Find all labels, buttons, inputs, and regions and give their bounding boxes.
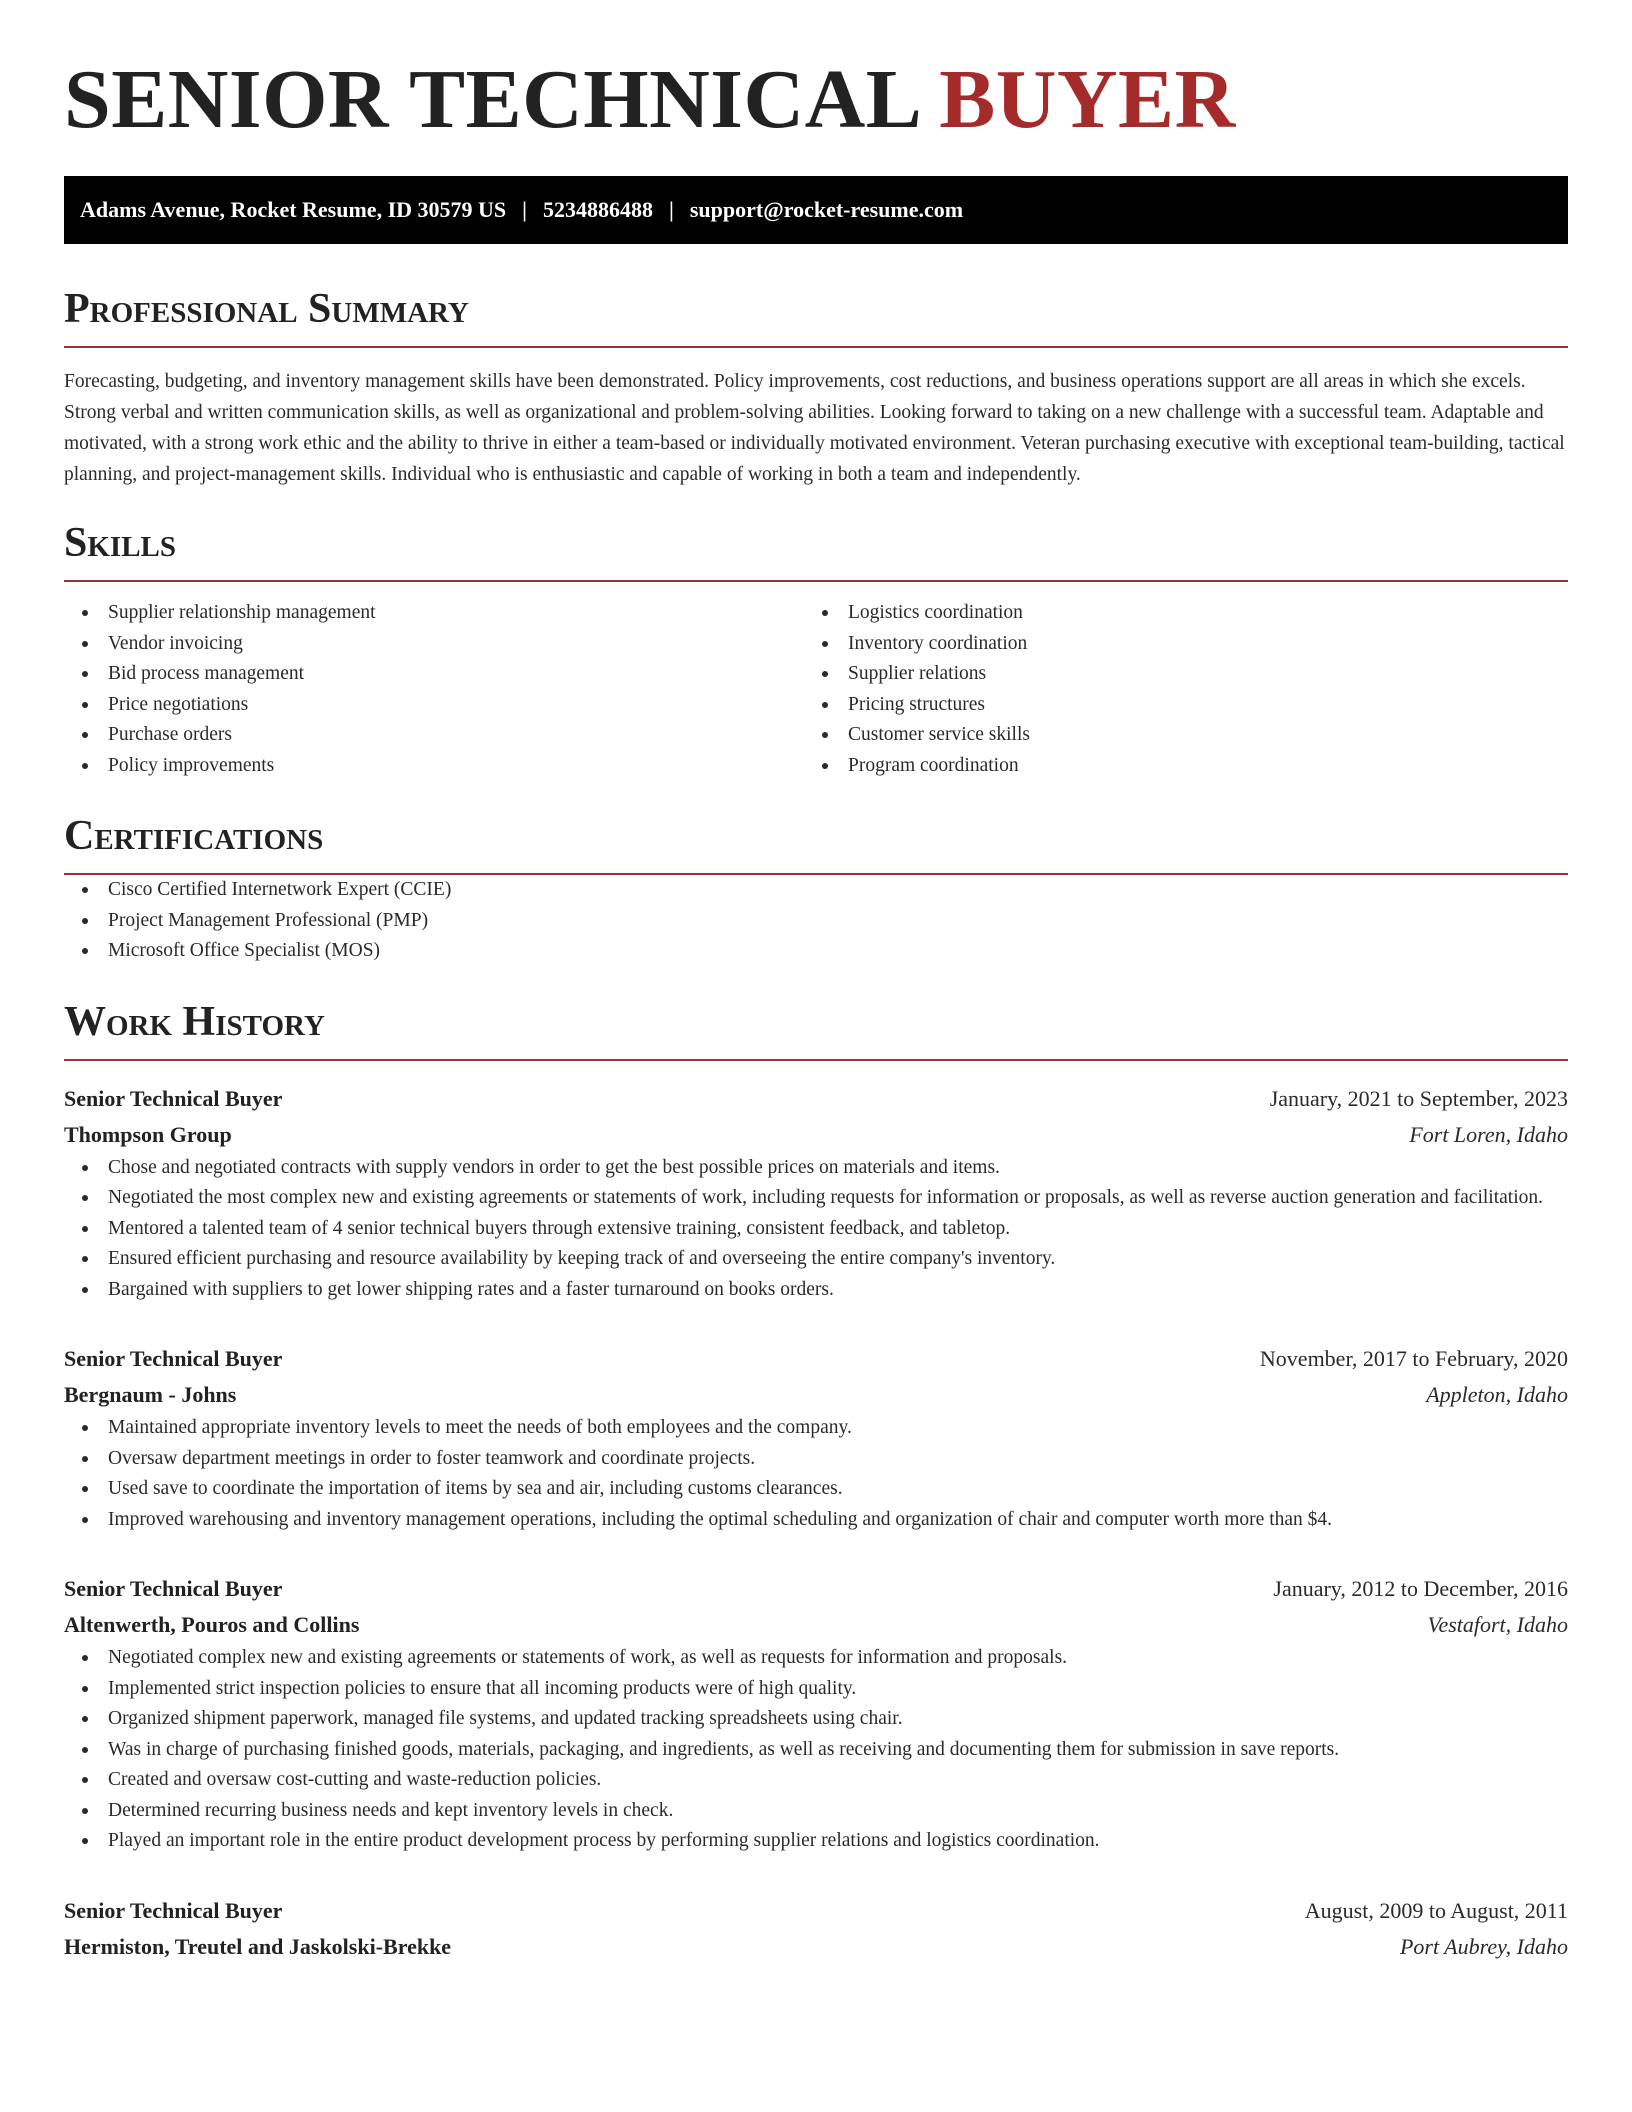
job-dates: November, 2017 to February, 2020	[1259, 1346, 1568, 1371]
job-location: Appleton, Idaho	[1426, 1382, 1568, 1407]
skill-item: Pricing structures	[804, 690, 1544, 721]
job-title: Senior Technical Buyer	[64, 1576, 283, 1601]
job-bullet: Used save to coordinate the importation of items by sea and air, including customs clearances.	[64, 1474, 1568, 1505]
summary-text: Forecasting, budgeting, and inventory management skills have been demonstrated. Policy improvements, cost reductions, and business operations support are all areas in which she excels. Strong verbal and written communication skills, as well as organizational and problem-solving abilities. Looking forward to taking on a new challenge with a successful team. Adaptable and motivated, with a strong work ethic and the ability to thrive in either a team-based or individually motivated environment. Veteran purchasing executive with exceptional team-building, tactical planning, and project-management skills. Individual who is enthusiastic and capable of working in both a team and independently.	[64, 371, 1565, 485]
skills-column-left	[64, 598, 804, 781]
job-bullet: Created and oversaw cost-cutting and waste-reduction policies.	[64, 1765, 1568, 1796]
skills-list-left	[64, 598, 804, 781]
skill-item: Logistics coordination	[804, 598, 1544, 629]
job-entry	[64, 1893, 1568, 1965]
certification-item: Cisco Certified Internetwork Expert (CCIE)	[64, 875, 1568, 906]
contact-email: support@rocket-resume.com	[689, 197, 964, 222]
job-bullet: Negotiated complex new and existing agreements or statements of work, as well as requests for information and proposals.	[64, 1643, 1568, 1674]
skill-item: Supplier relationship management	[64, 598, 804, 629]
job-company: Bergnaum - Johns	[64, 1382, 237, 1407]
skill-item: Purchase orders	[64, 720, 804, 751]
certification-item: Microsoft Office Specialist (MOS)	[64, 936, 1568, 967]
skill-item: Price negotiations	[64, 690, 804, 721]
job-location: Port Aubrey, Idaho	[1399, 1933, 1568, 1959]
section-title-work-history: Work History	[64, 1001, 1568, 1061]
contact-bar	[64, 176, 1568, 244]
job-bullet: Improved warehousing and inventory management operations, including the optimal scheduling and organization of chair and computer worth more than $4.	[64, 1505, 1568, 1536]
name-accent: BUYER	[939, 53, 1236, 146]
job-bullet: Ensured efficient purchasing and resource availability by keeping track of and overseeing the entire company's inventory.	[64, 1244, 1568, 1275]
job-location: Fort Loren, Idaho	[1409, 1121, 1568, 1147]
job-bullets	[64, 1153, 1568, 1306]
contact-phone: 5234886488	[543, 197, 654, 222]
contact-separator: |	[669, 197, 674, 222]
job-header-row	[64, 1893, 1568, 1929]
job-dates: August, 2009 to August, 2011	[1304, 1897, 1568, 1923]
certifications-list	[64, 875, 1568, 967]
skill-item: Customer service skills	[804, 720, 1544, 751]
skills-grid	[64, 598, 1568, 781]
job-bullet: Mentored a talented team of 4 senior technical buyers through extensive training, consistent feedback, and tabletop.	[64, 1214, 1568, 1245]
job-bullet: Maintained appropriate inventory levels to meet the needs of both employees and the company.	[64, 1413, 1568, 1444]
skill-item: Bid process management	[64, 659, 804, 690]
contact-address: Adams Avenue, Rocket Resume, ID 30579 US	[80, 197, 507, 222]
job-company: Thompson Group	[64, 1121, 232, 1147]
job-bullet: Negotiated the most complex new and existing agreements or statements of work, including requests for information or proposals, as well as reverse auction generation and facilitation.	[64, 1183, 1568, 1214]
job-dates: January, 2012 to December, 2016	[1273, 1576, 1568, 1601]
job-bullet: Chose and negotiated contracts with supply vendors in order to get the best possible prices on materials and items.	[64, 1153, 1568, 1184]
job-entry	[64, 1571, 1568, 1857]
job-company-row	[64, 1117, 1568, 1153]
skills-column-right	[804, 598, 1544, 781]
job-dates: January, 2021 to September, 2023	[1269, 1085, 1568, 1111]
job-company: Hermiston, Treutel and Jaskolski-Brekke	[64, 1933, 452, 1959]
job-bullet: Bargained with suppliers to get lower shipping rates and a faster turnaround on books orders.	[64, 1275, 1568, 1306]
job-company: Altenwerth, Pouros and Collins	[64, 1612, 360, 1637]
name-primary: SENIOR TECHNICAL	[64, 53, 918, 146]
contact-separator: |	[522, 197, 528, 222]
skill-item: Policy improvements	[64, 751, 804, 782]
job-entry	[64, 1081, 1568, 1306]
skill-item: Supplier relations	[804, 659, 1544, 690]
section-title-summary: Professional Summary	[64, 288, 1568, 348]
job-title: Senior Technical Buyer	[64, 1897, 283, 1923]
job-title: Senior Technical Buyer	[64, 1346, 283, 1371]
job-company-row	[64, 1929, 1568, 1965]
job-title: Senior Technical Buyer	[64, 1085, 283, 1111]
section-title-skills: Skills	[64, 522, 1568, 582]
skills-list-right	[804, 598, 1544, 781]
resume-name	[64, 53, 1568, 146]
job-bullet: Played an important role in the entire product development process by performing supplier relations and logistics coordination.	[64, 1826, 1568, 1857]
job-location: Vestafort, Idaho	[1427, 1612, 1568, 1637]
skill-item: Inventory coordination	[804, 629, 1544, 660]
job-entry	[64, 1341, 1568, 1535]
job-bullet: Organized shipment paperwork, managed file systems, and updated tracking spreadsheets using chair.	[64, 1704, 1568, 1735]
job-bullets	[64, 1413, 1568, 1535]
job-bullet: Was in charge of purchasing finished goods, materials, packaging, and ingredients, as well as receiving and documenting them for submission in save reports.	[64, 1735, 1568, 1766]
certification-item: Project Management Professional (PMP)	[64, 906, 1568, 937]
job-header-row	[64, 1571, 1568, 1607]
job-bullet: Implemented strict inspection policies to ensure that all incoming products were of high quality.	[64, 1674, 1568, 1705]
job-company-row	[64, 1607, 1568, 1643]
job-company-row	[64, 1377, 1568, 1413]
job-bullets	[64, 1643, 1568, 1857]
job-bullet: Oversaw department meetings in order to foster teamwork and coordinate projects.	[64, 1444, 1568, 1475]
job-header-row	[64, 1081, 1568, 1117]
job-bullet: Determined recurring business needs and kept inventory levels in check.	[64, 1796, 1568, 1827]
job-header-row	[64, 1341, 1568, 1377]
skill-item: Program coordination	[804, 751, 1544, 782]
skill-item: Vendor invoicing	[64, 629, 804, 660]
section-title-certifications: Certifications	[64, 815, 1568, 875]
resume-page	[64, 0, 1568, 1965]
